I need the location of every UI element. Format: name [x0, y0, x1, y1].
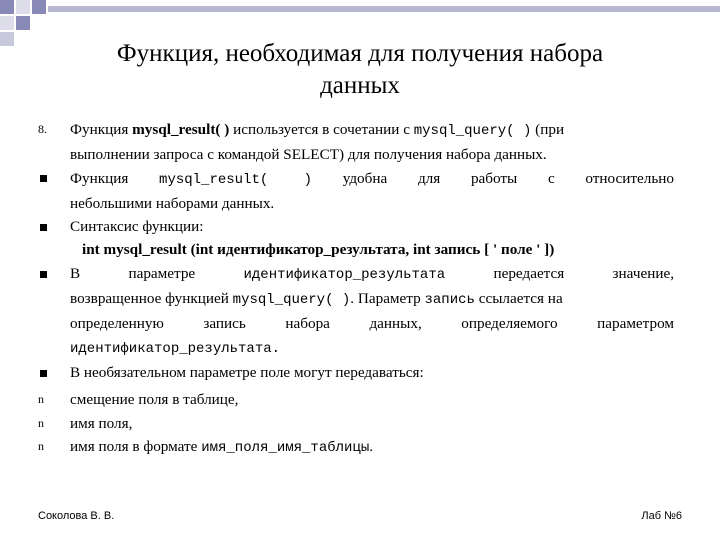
syntax-line: int mysql_result (int идентификатор_результата, int запись [ ' поле ' ])	[82, 241, 555, 259]
text: В необязательном параметре поле могут передаваться:	[70, 363, 424, 381]
sub-list-item	[38, 412, 674, 435]
text: В параметре	[70, 264, 196, 282]
slide-title	[60, 38, 660, 102]
text: передается значение,	[493, 264, 674, 282]
list-item	[38, 167, 674, 216]
list-marker	[38, 167, 62, 190]
text: Функция	[70, 169, 129, 187]
code-inline: идентификатор_результата.	[70, 340, 281, 357]
text: используется в сочетании с	[229, 121, 414, 138]
footer-author: Соколова В. В.	[38, 510, 115, 522]
list-marker: n	[38, 415, 44, 430]
footer-lab: Лаб №6	[641, 510, 682, 522]
text: смещение поля в таблице,	[70, 391, 239, 409]
function-name: mysql_result( )	[132, 121, 230, 138]
text: .	[369, 437, 374, 455]
list-marker: n	[38, 438, 44, 453]
text: ссылается на	[474, 290, 563, 308]
text: Синтаксис функции:	[70, 218, 204, 236]
text: небольшими наборами данных.	[70, 194, 275, 212]
text: выполнении запроса с командой SELECT) для получения набора данных.	[70, 146, 547, 164]
list-marker: n	[38, 392, 44, 407]
list-item	[38, 215, 674, 262]
code-inline: запись	[424, 292, 475, 309]
text: имя поля в формате	[70, 437, 202, 455]
text: удобна для работы с относительно	[342, 169, 674, 187]
text-line: определенную запись набора данных, определяемого параметром	[70, 315, 674, 333]
list-item	[38, 361, 674, 384]
sub-list-item	[38, 388, 674, 411]
text: возвращенное функцией	[70, 290, 233, 308]
list-marker: 8.	[38, 122, 47, 136]
sub-list-item	[38, 435, 674, 460]
list-marker	[38, 215, 62, 238]
code-inline: mysql_query( )	[232, 292, 351, 309]
text-line	[70, 262, 674, 287]
text: (при	[531, 121, 565, 138]
text-line	[70, 167, 674, 192]
code-inline: mysql_result( )	[159, 171, 312, 188]
text: . Параметр	[350, 290, 425, 308]
title-line-2: данных	[320, 72, 400, 99]
code-inline: идентификатор_результата	[243, 266, 446, 283]
title-line-1: Функция, необходимая для получения набора	[116, 40, 604, 67]
text: Функция	[70, 121, 133, 138]
code-inline: mysql_query( )	[413, 123, 532, 139]
list-item	[38, 118, 674, 167]
code-inline: имя_поля_имя_таблицы	[201, 439, 370, 456]
list-marker	[38, 262, 62, 285]
text: имя поля,	[70, 414, 133, 432]
list-item	[38, 262, 674, 361]
slide-body	[38, 118, 674, 460]
list-marker	[38, 361, 62, 384]
